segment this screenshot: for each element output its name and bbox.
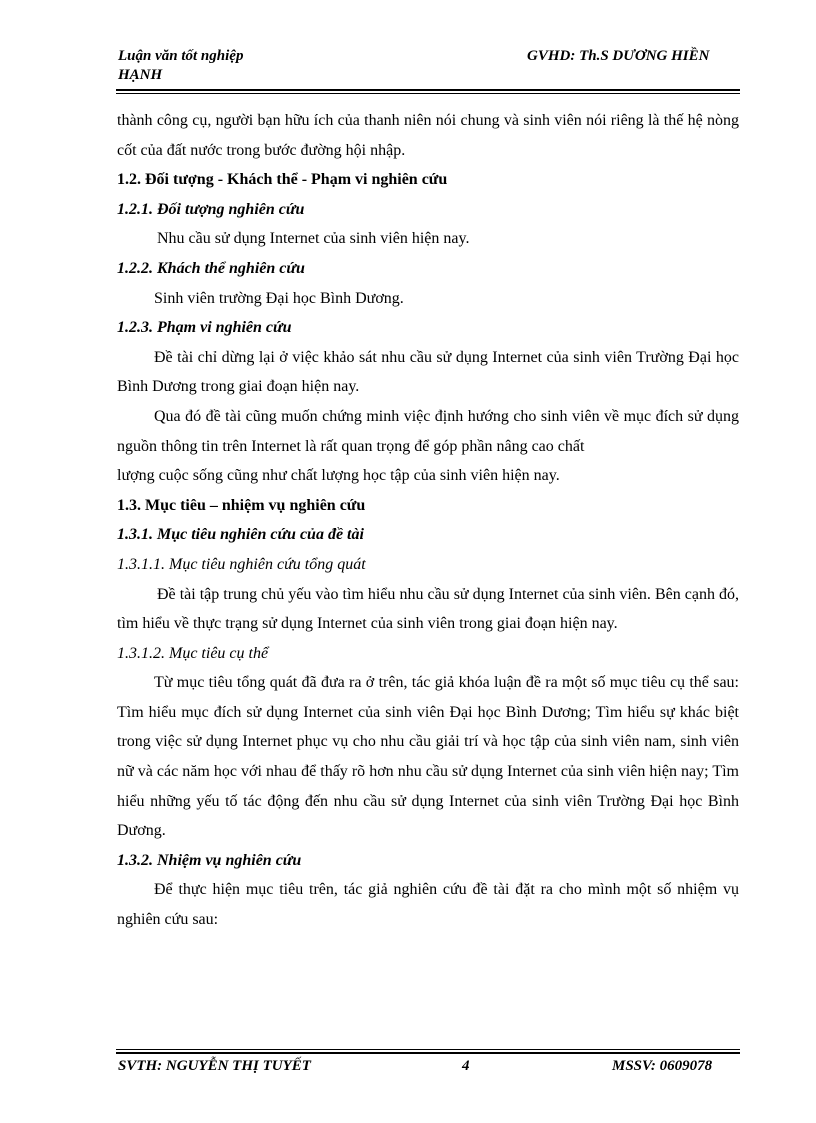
footer-student: SVTH: NGUYỄN THỊ TUYẾT	[118, 1058, 311, 1074]
paragraph-intro: thành công cụ, người bạn hữu ích của thanh niên nói chung và sinh viên nói riêng là thế hệ nòng cốt của đất nước trong bước đường hội nhập.	[117, 112, 739, 159]
heading-1-3-1: 1.3.1. Mục tiêu nghiên cứu của đề tài	[117, 526, 364, 544]
heading-1-2-3: 1.2.3. Phạm vi nghiên cứu	[117, 319, 292, 337]
footer-rule-thin	[116, 1049, 740, 1050]
paragraph-1-2-3-scope: Đề tài chỉ dừng lại ở việc khảo sát nhu cầu sử dụng Internet của sinh viên Trường Đại học Bình Dương trong giai đoạn hiện nay.	[117, 348, 739, 396]
paragraph-1-2-2: Sinh viên trường Đại học Bình Dương.	[154, 289, 404, 307]
footer-rule-thick	[116, 1052, 740, 1054]
paragraph-1-2-1: Nhu cầu sử dụng Internet của sinh viên hiện nay.	[157, 230, 470, 248]
footer-student-id: MSSV: 0609078	[612, 1058, 713, 1074]
header-left	[118, 47, 358, 85]
paragraph-1-3-2: Để thực hiện mục tiêu trên, tác giả nghiên cứu đề tài đặt ra cho mình một số nhiệm vụ nghiên cứu sau:	[117, 881, 739, 929]
page-number: 4	[462, 1058, 470, 1074]
paragraph-1-3-1-2: Từ mục tiêu tổng quát đã đưa ra ở trên, tác giả khóa luận đề ra một số mục tiêu cụ thể sau: Tìm hiểu mục đích sử dụng Internet của sinh viên Đại học Bình Dương; Tìm hiểu sự khác biệt trong việc sử dụng Internet phục vụ cho nhu cầu giải trí và học tập của sinh viên nam, sinh viên nữ và các năm học với nhau để thấy rõ hơn nhu cầu sử dụng Internet của sinh viên hiện nay; Tìm hiểu những yếu tố tác động đến nhu cầu sử dụng Internet của sinh viên Trường Đại học Bình Dương.	[117, 674, 739, 840]
paragraph-1-2-3-continued: lượng cuộc sống cũng như chất lượng học tập của sinh viên hiện nay.	[117, 467, 560, 485]
heading-1-3: 1.3. Mục tiêu – nhiệm vụ nghiên cứu	[117, 496, 366, 514]
heading-1-2-1: 1.2.1. Đối tượng nghiên cứu	[117, 200, 305, 218]
header-rule-thick	[116, 89, 740, 91]
header-advisor: GVHD: Th.S DƯƠNG HIỀN	[527, 48, 710, 64]
heading-1-3-1-2: 1.3.1.2. Mục tiêu cụ thể	[117, 644, 269, 662]
heading-1-3-2: 1.3.2. Nhiệm vụ nghiên cứu	[117, 851, 302, 869]
heading-1-2-2: 1.2.2. Khách thể nghiên cứu	[117, 259, 305, 277]
body-text	[117, 106, 739, 935]
paragraph-1-3-1-1: Đề tài tập trung chủ yếu vào tìm hiểu nhu cầu sử dụng Internet của sinh viên. Bên cạnh đó, tìm hiểu về thực trạng sử dụng Internet của sinh viên trong giai đoạn hiện nay.	[117, 585, 739, 633]
header-advisor-name-continued: HẠNH	[118, 67, 163, 83]
header-rule-thin	[116, 93, 740, 94]
paragraph-1-2-3-purpose: Qua đó đề tài cũng muốn chứng minh việc định hướng cho sinh viên về mục đích sử dụng nguồn thông tin trên Internet là rất quan trọng để góp phần nâng cao chất	[117, 407, 739, 455]
heading-1-2: 1.2. Đối tượng - Khách thể - Phạm vi nghiên cứu	[117, 171, 448, 189]
heading-1-3-1-1: 1.3.1.1. Mục tiêu nghiên cứu tổng quát	[117, 555, 366, 573]
header-thesis-label: Luận văn tốt nghiệp	[118, 48, 244, 64]
